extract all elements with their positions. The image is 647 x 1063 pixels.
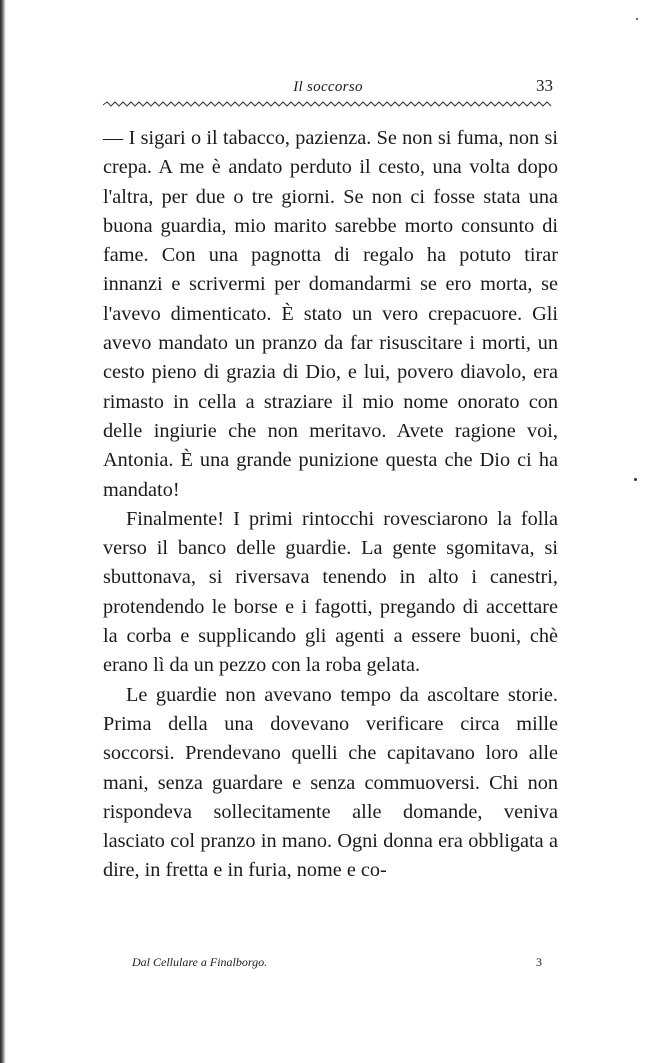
paragraph: — I sigari o il tabacco, pazienza. Se non si fuma, non si crepa. A me è andato perduto il cesto, una volta dopo l'altra, per due o tre giorni. Se non ci fosse stata una buona guardia, mio marito sarebbe morto consunto di fame. Con una pagnotta di regalo ha potuto tirar innanzi e scrivermi per domandarmi se ero morta, se l'avevo dimenticato. È stato un vero crepacuore. Gli avevo mandato un pranzo da far risuscitare i morti, un cesto pieno di grazia di Dio, e lui, povero diavolo, era rimasto in cella a straziare il mio nome onorato con delle ingiurie che non meritavo. Avete ragione voi, Antonia. È una grande punizione questa che Dio ci ha mandato! xyxy=(103,127,558,501)
paragraph: Finalmente! I primi rintocchi rovesciarono la folla verso il banco delle guardie. La gente sgomitava, si sbuttonava, si riversava tenendo in alto i canestri, protendendo le borse e i fagotti, pregando di accettare la corba e supplicando gli agenti a essere buoni, chè erano lì da un pezzo con la roba gelata. xyxy=(103,507,558,677)
page-edge-shadow xyxy=(0,0,6,1063)
signature-mark: 3 xyxy=(536,955,542,969)
signature-line xyxy=(132,955,542,975)
ink-speck xyxy=(634,478,637,481)
signature-text: Dal Cellulare a Finalborgo. xyxy=(132,955,268,969)
running-header xyxy=(103,76,553,98)
running-title: Il soccorso xyxy=(293,79,363,95)
page-number: 33 xyxy=(536,76,553,95)
wavy-line xyxy=(103,102,551,106)
ornamental-rule xyxy=(103,99,553,109)
ink-speck xyxy=(636,18,638,20)
paragraph: Le guardie non avevano tempo da ascoltare storie. Prima della una dovevano verificare circa mille soccorsi. Prendevano quelli che capitavano loro alle mani, senza guardare e senza commuoversi. Chi non rispondeva sollecitamente alle domande, veniva lasciato col pranzo in mano. Ogni donna era obbligata a dire, in fretta e in furia, nome e co- xyxy=(103,683,558,882)
body-text xyxy=(103,124,558,886)
